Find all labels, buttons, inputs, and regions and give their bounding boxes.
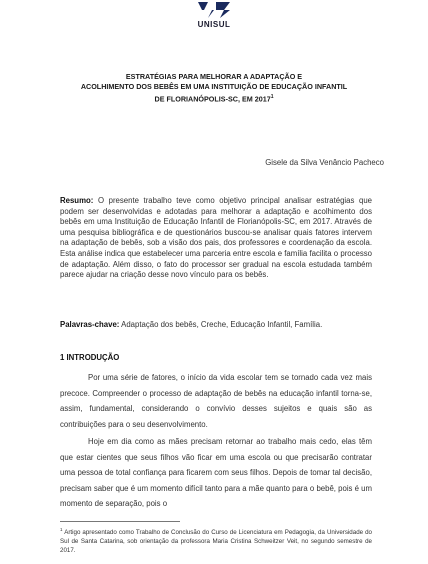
- abstract: [60, 196, 372, 281]
- abstract-text: O presente trabalho teve como objetivo principal analisar estratégias que podem ser desenvolvidas e adotadas para melhorar a adaptação e acolhimento dos bebês em uma Instituição de Educação Infantil de Florianópolis-SC, em 2017. Através de uma pesquisa bibliográfica e de questionários buscou-se analisar quais fatores intervem na adaptação de bebês, sob a visão dos pais, dos professores e coordenação da escola. Esta análise indica que estabelecer uma parceria entre escola e família facilita o processo de adaptação. Além disso, o fato do processor ser gradual na escola estudada também parece ajudar na criação desse novo vínculo para os bebês.: [60, 196, 372, 280]
- intro-paragraph-2: Hoje em dia como as mães precisam retornar ao trabalho mais cedo, elas têm que estar cientes que seus filhos vão ficar em uma escola ou que precisarão contratar uma pessoa de total confiança para ficarem com seus filhos. Depois de tomar tal decisão, precisam saber que é um momento difícil tanto para a mãe quanto para o bebê, pois é um momento de separação, pois o: [60, 437, 372, 509]
- logo: [188, 0, 240, 36]
- footnote-divider: [60, 521, 180, 522]
- title-footnote-mark[interactable]: 1: [270, 94, 274, 100]
- footnote: [60, 526, 372, 555]
- paper-title: [40, 72, 388, 104]
- keywords: [60, 320, 372, 329]
- title-line-2: ACOLHIMENTO DOS BEBÊS EM UMA INSTITUIÇÃO DE EDUCAÇÃO INFANTIL: [80, 82, 348, 91]
- title-line-3: DE FLORIANÓPOLIS-SC, EM 2017$^1$: [154, 94, 274, 104]
- unisul-logo-icon: [194, 0, 234, 20]
- keywords-label: Palavras-chave:: [60, 320, 120, 329]
- intro-paragraph-1: Por uma série de fatores, o início da vida escolar tem se tornado cada vez mais precoce. Compreender o processo de adaptação de bebês na educação infantil torna-se, assim, fundamental, considerando o convívio desses sujeitos e quais são as contribuições para o seu desenvolvimento.: [60, 373, 372, 429]
- footnote-mark: 1: [60, 527, 63, 532]
- title-line-1: ESTRATÉGIAS PARA MELHORAR A ADAPTAÇÃO E: [125, 72, 303, 81]
- abstract-label: Resumo:: [60, 196, 94, 205]
- footnote-text: Artigo apresentado como Trabalho de Conclusão do Curso de Licenciatura em Pedagogia, da Universidade do Sul de Santa Catarina, sob orientação da professora Maria Cristina Schweitzer Veit, no segundo semestre de 2017.: [60, 529, 372, 554]
- logo-text: UNISUL: [197, 20, 231, 29]
- keywords-text: Adaptação dos bebês, Creche, Educação Infantil, Família.: [121, 320, 323, 329]
- author-name: Gisele da Silva Venâncio Pacheco: [265, 158, 384, 167]
- section-heading: 1 INTRODUÇÃO: [60, 353, 120, 362]
